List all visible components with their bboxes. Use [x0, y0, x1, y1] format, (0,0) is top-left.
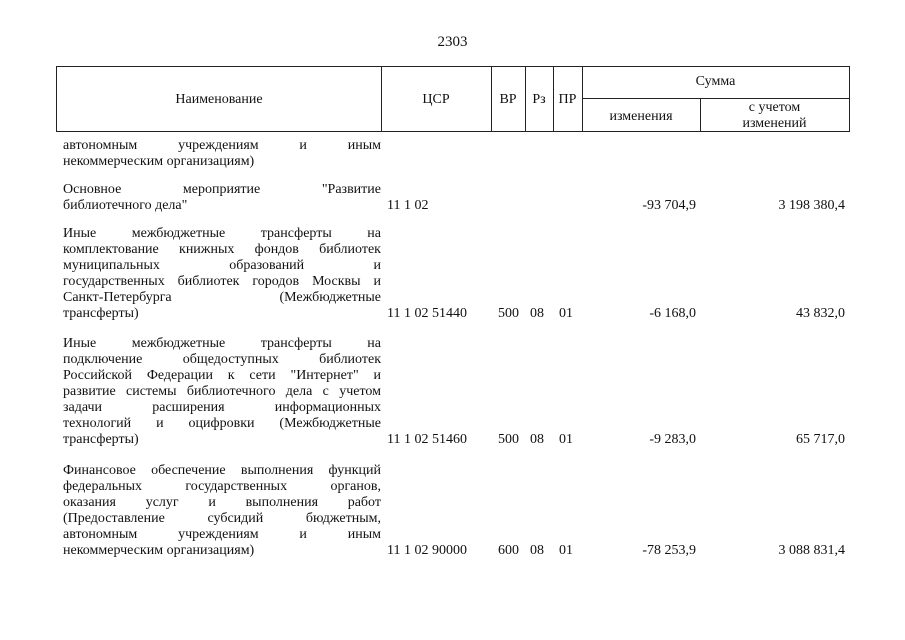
table-row	[56, 463, 850, 559]
row-pr: 01	[559, 306, 573, 321]
row-name-line: некоммерческим организациям)	[63, 543, 255, 558]
table-row	[56, 138, 850, 170]
row-name-line: технологий и оцифровки (Межбюджетные	[63, 416, 381, 431]
row-change: -78 253,9	[642, 543, 696, 558]
row-name-line: комплектование книжных фондов библиотек	[63, 242, 381, 257]
row-csr: 11 1 02 51460	[387, 432, 467, 447]
row-vr: 500	[498, 432, 519, 447]
row-name	[63, 226, 381, 322]
header-total-cell	[700, 99, 849, 131]
row-rz: 08	[530, 543, 544, 558]
row-name-line: Основное мероприятие "Развитие	[63, 182, 381, 197]
header-pr: ПР	[558, 92, 577, 107]
row-vr: 500	[498, 306, 519, 321]
row-name-line: федеральных государственных органов,	[63, 479, 381, 494]
header-vr-cell	[491, 67, 525, 131]
row-csr: 11 1 02 51440	[387, 306, 467, 321]
row-pr: 01	[559, 432, 573, 447]
table-row	[56, 182, 850, 214]
row-name	[63, 182, 381, 214]
row-name-line: подключение общедоступных библиотек	[63, 352, 381, 367]
row-change: -6 168,0	[649, 306, 696, 321]
header-rz: Рз	[532, 92, 546, 107]
header-change: изменения	[609, 109, 673, 124]
row-name	[63, 463, 381, 559]
row-total: 65 717,0	[796, 432, 845, 447]
row-name-line: государственных библиотек городов Москвы и	[63, 274, 381, 289]
row-name-line: некоммерческим организациям)	[63, 154, 255, 169]
row-change: -9 283,0	[649, 432, 696, 447]
header-sum-cell	[582, 67, 849, 99]
row-change: -93 704,9	[642, 198, 696, 213]
row-name-line: автономным учреждениям и иным	[63, 527, 381, 542]
row-name-line: трансферты)	[63, 306, 139, 321]
header-vr: ВР	[499, 92, 517, 107]
table-row	[56, 336, 850, 448]
row-name-line: задачи расширения информационных	[63, 400, 381, 415]
row-total: 3 088 831,4	[778, 543, 845, 558]
row-csr: 11 1 02	[387, 198, 429, 213]
header-change-cell	[582, 99, 700, 131]
row-name-line: Санкт-Петербурга (Межбюджетные	[63, 290, 381, 305]
row-name-line: автономным учреждениям и иным	[63, 138, 381, 153]
header-csr-cell	[381, 67, 491, 131]
page-number: 2303	[437, 34, 468, 50]
row-name-line: Финансовое обеспечение выполнения функций	[63, 463, 381, 478]
row-name-line: Иные межбюджетные трансферты на	[63, 336, 381, 351]
row-name-line: (Предоставление субсидий бюджетным,	[63, 511, 381, 526]
row-total: 3 198 380,4	[778, 198, 845, 213]
row-total: 43 832,0	[796, 306, 845, 321]
row-pr: 01	[559, 543, 573, 558]
row-name-line: муниципальных образований и	[63, 258, 381, 273]
header-name-cell	[57, 67, 381, 131]
row-name-line: Российской Федерации к сети "Интернет" и	[63, 368, 381, 383]
row-csr: 11 1 02 90000	[387, 543, 467, 558]
row-name-line: трансферты)	[63, 432, 139, 447]
row-name	[63, 138, 381, 170]
header-name: Наименование	[175, 92, 263, 107]
row-rz: 08	[530, 432, 544, 447]
table-row	[56, 226, 850, 322]
header-csr: ЦСР	[422, 92, 450, 107]
row-rz: 08	[530, 306, 544, 321]
row-name-line: Иные межбюджетные трансферты на	[63, 226, 381, 241]
row-name-line: развитие системы библиотечного дела с учетом	[63, 384, 381, 399]
row-name-line: библиотечного дела"	[63, 198, 188, 213]
row-vr: 600	[498, 543, 519, 558]
row-name-line: оказания услуг и выполнения работ	[63, 495, 381, 510]
header-total-line2: изменений	[742, 116, 807, 131]
header-total-line1: с учетом	[748, 100, 801, 115]
table-header	[56, 66, 850, 132]
header-rz-cell	[525, 67, 553, 131]
header-pr-cell	[553, 67, 582, 131]
row-name	[63, 336, 381, 448]
header-sum: Сумма	[695, 74, 736, 89]
